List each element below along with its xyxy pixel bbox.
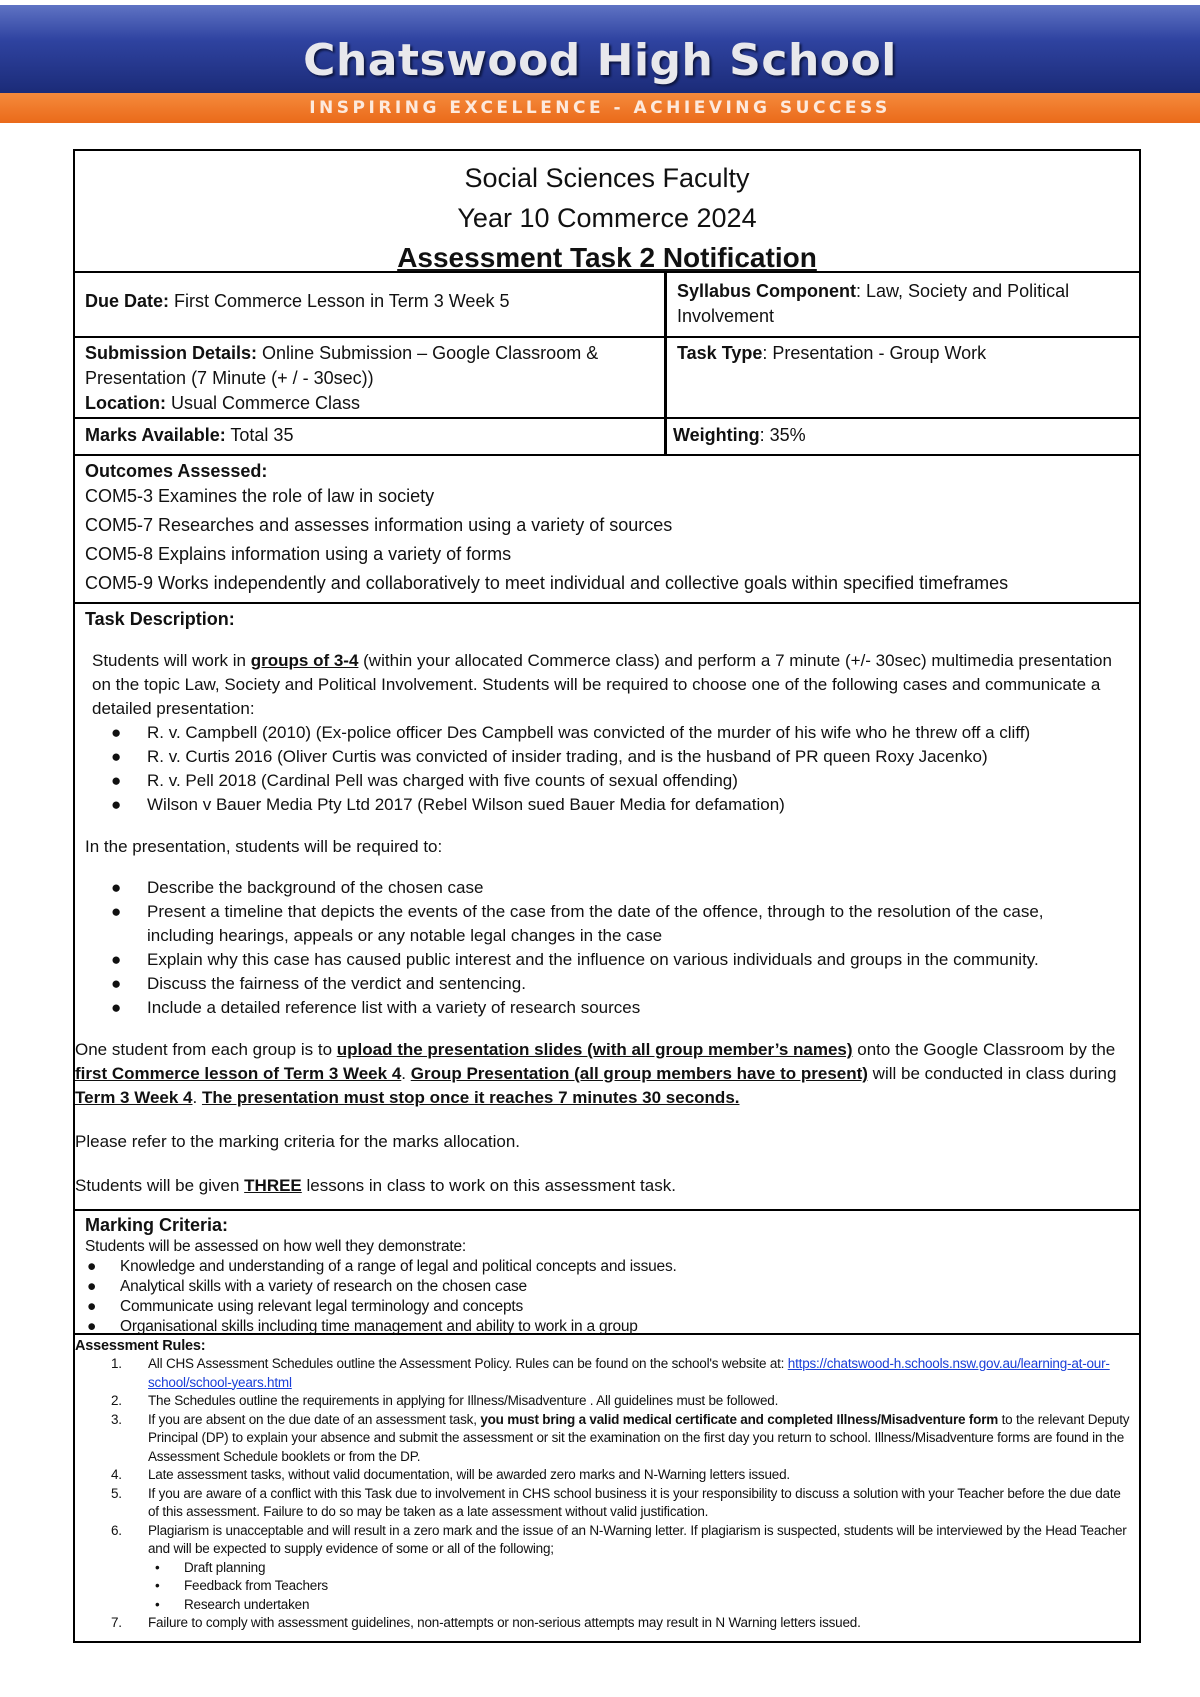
rule-6 <box>75 1522 1139 1559</box>
upload-text-i: . <box>192 1088 202 1107</box>
assessment-rules-list <box>75 1355 1139 1559</box>
criterion-analytical: Analytical skills with a variety of research on the chosen case <box>120 1278 527 1295</box>
bullet-icon: ● <box>87 1298 97 1315</box>
rule-3-text-c: to the relevant Deputy Principal (DP) to explain your absence and submit the assessment or sit the examination on the first day you return to school. Illness/Misadventure forms are found in the Assessment Schedule booklets or from the DP. <box>148 1411 1130 1464</box>
bullet-icon: ● <box>111 723 122 742</box>
upload-slides-emphasis: upload the presentation slides (with all group member’s names) <box>336 1040 853 1059</box>
list-item <box>75 1297 1129 1317</box>
group-presentation-emphasis: Group Presentation (all group members have to present) <box>410 1064 868 1083</box>
syllabus-value: : Law, Society and Political Involvement <box>677 281 1070 326</box>
task-description-heading: Task Description: <box>85 609 235 629</box>
rule-1-text: All CHS Assessment Schedules outline the Assessment Policy. Rules can be found on the school's website at: <box>148 1356 788 1371</box>
list-item <box>75 793 1139 817</box>
case-curtis: R. v. Curtis 2016 (Oliver Curtis was convicted of insider trading, and is the husband of PR queen Roxy Jacenko) <box>147 747 988 766</box>
upload-text-g: will be conducted in class during <box>867 1064 1117 1083</box>
outcomes-heading: Outcomes Assessed: <box>85 461 268 481</box>
marks-value: Total 35 <box>225 425 294 445</box>
rule-7 <box>75 1614 1139 1633</box>
rule-number: 7. <box>111 1615 122 1630</box>
notification-title: Assessment Task 2 Notification <box>397 242 817 273</box>
upload-text-a: One student from each group is to <box>75 1040 337 1059</box>
rule-3-text-a: If you are absent on the due date of an assessment task, <box>148 1411 481 1427</box>
title-row <box>75 151 1139 273</box>
location-label: Location: <box>85 393 166 413</box>
outcome-com5-7: COM5-7 Researches and assesses information using a variety of sources <box>85 515 673 535</box>
rule-1 <box>75 1355 1139 1392</box>
bullet-icon: ● <box>111 950 122 969</box>
rule-number: 1. <box>111 1356 122 1371</box>
list-item <box>75 1559 1139 1578</box>
course-title: Year 10 Commerce 2024 <box>457 203 757 233</box>
outcome-com5-3: COM5-3 Examines the role of law in society <box>85 486 435 506</box>
marks-label: Marks Available: <box>85 425 226 445</box>
criterion-organisational: Organisational skills including time management and ability to work in a group <box>120 1318 638 1335</box>
faculty-title: Social Sciences Faculty <box>464 163 750 193</box>
weighting-cell <box>667 419 1139 454</box>
list-item <box>75 876 1109 900</box>
rule-2-text: The Schedules outline the requirements in applying for Illness/Misadventure . All guidelines must be followed. <box>148 1393 779 1408</box>
due-date-cell <box>75 273 667 336</box>
upload-text-c: onto the Google Classroom by the <box>852 1040 1116 1059</box>
rule-number: 5. <box>111 1485 122 1501</box>
list-item <box>75 972 1109 996</box>
upload-deadline-emphasis: first Commerce lesson of Term 3 Week 4 <box>75 1064 402 1083</box>
submission-row <box>75 338 1139 419</box>
submission-label: Submission Details: <box>85 343 258 363</box>
lessons-note <box>75 1154 1139 1198</box>
task-intro-text-2: (within your allocated Commerce class) and perform a 7 minute (+/- 30sec) multimedia presentation on the topic Law, Society and Political Involvement. Students will be required to choose one of the following cases and communicate a detailed presentation: <box>92 651 1112 718</box>
evidence-list <box>75 1559 1139 1615</box>
task-type-value: : Presentation - Group Work <box>762 343 987 363</box>
task-intro <box>75 631 1139 721</box>
upload-text-e: . <box>401 1064 411 1083</box>
rule-number: 3. <box>111 1411 122 1427</box>
upload-instructions <box>75 1020 1139 1110</box>
criterion-knowledge: Knowledge and understanding of a range of legal and political concepts and issues. <box>120 1258 677 1275</box>
list-item <box>75 996 1109 1020</box>
evidence-feedback: Feedback from Teachers <box>184 1578 328 1593</box>
presentation-week-emphasis: Term 3 Week 4 <box>75 1088 193 1107</box>
rule-4-text: Late assessment tasks, without valid documentation, will be awarded zero marks and N-Warning letters issued. <box>148 1467 790 1482</box>
list-item <box>75 1257 1129 1277</box>
rule-3-emphasis: you must bring a valid medical certificate and completed Illness/Misadventure form <box>480 1411 999 1427</box>
rule-4 <box>75 1466 1139 1485</box>
bullet-icon: ● <box>87 1278 97 1295</box>
location-value: Usual Commerce Class <box>166 393 361 413</box>
list-item <box>75 948 1109 972</box>
bullet-icon: ● <box>111 747 122 766</box>
list-item <box>75 769 1139 793</box>
due-date-row <box>75 273 1139 338</box>
due-date-value: First Commerce Lesson in Term 3 Week 5 <box>169 291 510 311</box>
task-intro-text: Students will work in <box>92 651 251 670</box>
outcome-com5-9: COM5-9 Works independently and collaboratively to meet individual and collective goals within specified timeframes <box>85 573 1009 593</box>
marking-criteria-intro: Students will be assessed on how well they demonstrate: <box>85 1238 467 1255</box>
rule-number: 2. <box>111 1393 122 1408</box>
case-pell: R. v. Pell 2018 (Cardinal Pell was charged with five counts of sexual offending) <box>147 771 738 790</box>
weighting-label: Weighting <box>673 425 760 445</box>
evidence-draft-planning: Draft planning <box>184 1559 266 1575</box>
criterion-communicate: Communicate using relevant legal terminology and concepts <box>120 1298 524 1315</box>
list-item <box>75 1596 1139 1615</box>
rule-5-text: If you are aware of a conflict with this Task due to involvement in CHS school business it is your responsibility to discuss a solution with your Teacher before the due date of this assessment. Failure to do so may be taken as a late assessment without valid justification. <box>148 1485 1121 1519</box>
marking-criteria-heading: Marking Criteria: <box>85 1215 229 1235</box>
bullet-icon: ● <box>111 771 122 790</box>
bullet-icon: ● <box>111 902 122 921</box>
requirements-list <box>75 876 1139 1020</box>
assessment-notification-table <box>73 149 1141 1643</box>
case-list <box>75 721 1139 817</box>
due-date-label: Due Date: <box>85 291 170 311</box>
bullet-icon: • <box>155 1559 160 1575</box>
list-item <box>75 1577 1139 1596</box>
school-tagline: INSPIRING EXCELLENCE - ACHIEVING SUCCESS <box>309 98 891 118</box>
rule-3 <box>75 1411 1139 1467</box>
requirement-public-interest: Explain why this case has caused public interest and the influence on various individuals and groups in the community. <box>147 950 1039 969</box>
school-website-link[interactable]: https://chatswood-h.schools.nsw.gov.au/learning-at-our-school/school-years.html <box>148 1356 1110 1390</box>
marks-cell <box>75 419 667 454</box>
rule-number: 4. <box>111 1467 122 1482</box>
bullet-icon: • <box>155 1578 160 1593</box>
rule-number: 6. <box>111 1522 122 1538</box>
case-campbell: R. v. Campbell (2010) (Ex-police officer Des Campbell was convicted of the murder of his wife who he threw off a cliff) <box>147 723 1031 742</box>
bullet-icon: ● <box>111 795 122 814</box>
bullet-icon: ● <box>111 974 122 993</box>
bullet-icon: ● <box>87 1318 97 1335</box>
requirement-background: Describe the background of the chosen case <box>147 878 484 897</box>
list-item <box>75 745 1139 769</box>
bullet-icon: • <box>155 1596 160 1612</box>
school-name: Chatswood High School <box>303 35 897 86</box>
bullet-icon: ● <box>111 998 122 1017</box>
bullet-icon: ● <box>87 1258 97 1275</box>
requirement-timeline: Present a timeline that depicts the events of the case from the date of the offence, through to the resolution of the case, including hearings, appeals or any notable legal changes in the case <box>147 902 1044 945</box>
assessment-rules-list-end <box>75 1614 1139 1633</box>
bullet-icon: ● <box>111 878 122 897</box>
marks-row <box>75 419 1139 456</box>
evidence-research: Research undertaken <box>184 1596 310 1612</box>
requirement-fairness: Discuss the fairness of the verdict and sentencing. <box>147 974 526 993</box>
rule-2 <box>75 1392 1139 1411</box>
assessment-rules-row <box>75 1335 1139 1641</box>
outcomes-row <box>75 456 1139 604</box>
requirements-intro: In the presentation, students will be required to: <box>85 837 443 856</box>
marking-reference: Please refer to the marking criteria for the marks allocation. <box>75 1132 521 1151</box>
groups-of-3-4: groups of 3-4 <box>250 651 359 670</box>
task-description-row <box>75 604 1139 1211</box>
outcome-com5-8: COM5-8 Explains information using a variety of forms <box>85 544 512 564</box>
rule-5 <box>75 1485 1139 1522</box>
syllabus-cell <box>667 273 1139 336</box>
task-type-cell <box>667 338 1139 417</box>
list-item <box>75 1317 1129 1337</box>
assessment-rules-heading: Assessment Rules: <box>75 1338 206 1354</box>
rule-6-text: Plagiarism is unacceptable and will result in a zero mark and the issue of an N-Warning letter. If plagiarism is suspected, students will be interviewed by the Head Teacher and will be expected to supply evidence of some or all of the following; <box>148 1522 1127 1556</box>
requirement-reference-list: Include a detailed reference list with a variety of research sources <box>147 998 641 1017</box>
case-wilson: Wilson v Bauer Media Pty Ltd 2017 (Rebel Wilson sued Bauer Media for defamation) <box>147 795 785 814</box>
list-item <box>75 900 1109 948</box>
lessons-text-c: lessons in class to work on this assessment task. <box>301 1176 676 1195</box>
syllabus-label: Syllabus Component <box>677 281 857 301</box>
lessons-count-emphasis: THREE <box>244 1176 302 1195</box>
submission-value: Online Submission – Google Classroom & Presentation (7 Minute (+ / - 30sec)) <box>85 343 599 388</box>
weighting-value: : 35% <box>759 425 806 445</box>
marking-criteria-list <box>75 1257 1129 1337</box>
marking-criteria-row <box>75 1211 1139 1335</box>
time-limit-emphasis: The presentation must stop once it reaches 7 minutes 30 seconds. <box>201 1088 740 1107</box>
submission-cell <box>75 338 667 417</box>
school-banner <box>0 5 1200 120</box>
task-type-label: Task Type <box>677 343 763 363</box>
rule-7-text: Failure to comply with assessment guidelines, non-attempts or non-serious attempts may result in N Warning letters issued. <box>148 1615 861 1630</box>
list-item <box>75 1277 1129 1297</box>
lessons-text-a: Students will be given <box>75 1176 245 1195</box>
list-item <box>75 721 1139 745</box>
